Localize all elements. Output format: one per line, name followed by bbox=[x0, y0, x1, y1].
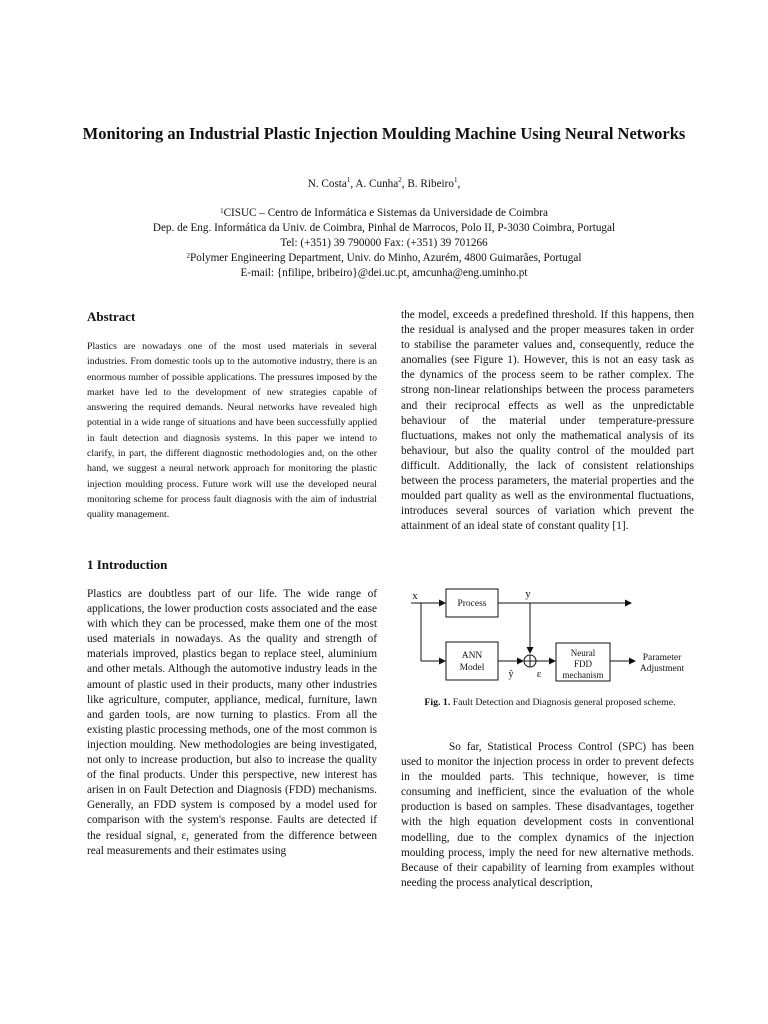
abstract-heading: Abstract bbox=[87, 309, 136, 324]
author-affiliation-mark: 1 bbox=[346, 176, 351, 184]
introduction-heading: 1 Introduction bbox=[87, 557, 168, 572]
abstract-text: Plastics are nowadays one of the most used materials in several industries. From domestic tools up to the automotive industry, there is an enormous number of possible applications. The pressures imposed by the market have led to the development of new strategies capable of answering the required demands. Neural networks have revealed high potential in a wide range of situations and have been successfully applied in fault detection and diagnosis systems. In this paper we intend to clarify, in part, the different diagnostic methodologies and, on the other hand, we suggest a neural network approach for monitoring the plastic injection moulding process. Future work will use the developed neural monitoring scheme for process fault diagnosis with the aim of industrial quality management. bbox=[87, 341, 377, 521]
label-yhat: ŷ bbox=[508, 669, 514, 680]
affiliation-name: CISUC – Centro de Informática e Sistemas da Universidade de Coimbra bbox=[223, 207, 548, 219]
param-label-line2: Adjustment bbox=[639, 664, 685, 674]
affiliation-name: Polymer Engineering Department, Univ. do Minho, Azurém, 4800 Guimarães, Portugal bbox=[190, 252, 582, 264]
fdd-label-line1: Neural bbox=[570, 648, 596, 658]
author-line: N. Costa$^1$, A. Cunha$^2$, B. Ribeiro$^1$, bbox=[307, 176, 461, 190]
ann-label-line2: Model bbox=[459, 663, 485, 673]
process-label: Process bbox=[457, 599, 487, 609]
fdd-label-line3: mechanism bbox=[562, 670, 604, 680]
author-affiliation-mark: 2 bbox=[398, 176, 402, 184]
figure-caption-text: Fault Detection and Diagnosis general proposed scheme. bbox=[452, 697, 676, 708]
ann-label-line1: ANN bbox=[461, 651, 483, 661]
right-column-paragraph-2: So far, Statistical Process Control (SPC) has been used to monitor the injection process in order to prevent defects in the moulded parts. This technique, however, is time consuming and inefficient, since the evaluation of the whole production is based on samples. These disadvantages, together with the high equation development costs in conventional modelling, due to the complex dynamics of the injection moulding process, imply the need for new alternative methods. Because of their capability of learning from examples without needing the process analytical description, bbox=[401, 741, 694, 889]
label-x: x bbox=[412, 590, 418, 602]
author-name: N. Costa bbox=[307, 178, 347, 190]
ann-model-block bbox=[446, 642, 498, 680]
affiliation-2 bbox=[0, 251, 768, 266]
author-name: A. Cunha bbox=[355, 178, 399, 190]
affiliation-1-phone: Tel: (+351) 39 790000 Fax: (+351) 39 701266 bbox=[280, 237, 488, 249]
author-name: B. Ribeiro bbox=[407, 178, 454, 190]
author-affiliation-mark: 1 bbox=[453, 176, 458, 184]
fdd-scheme-diagram bbox=[401, 585, 701, 690]
right-column-paragraph-1: the model, exceeds a predefined threshold. If this happens, then the residual is analysed and the proper measures taken in order to stabilise the parameter values and, consequently, reduce the anomalies (see Figure 1). However, this is not an easy task as the dynamics of the process seem to be rather complex. The strong non-linear relationships between the process parameters and their reciprocal effects as well as the unpredictable behaviour of the material under temperature-pressure fluctuations, makes not only the mathematical analysis of its behaviour, but also the quality control of the moulded part difficult. Additionally, the lack of consistent relationships between the process parameters, the material properties and the moulded part quality as well as the environmental fluctuations, introduces several sources of variation which prevent the attainment of an ideal state of constant quality [1]. bbox=[401, 309, 694, 533]
affiliation-1 bbox=[0, 206, 768, 221]
contact-email: E-mail: {nfilipe, bribeiro}@dei.uc.pt, amcunha@eng.uminho.pt bbox=[240, 267, 528, 279]
figure-label: Fig. 1. bbox=[424, 697, 451, 708]
paper-title: Monitoring an Industrial Plastic Injection Moulding Machine Using Neural Networks bbox=[82, 124, 686, 143]
affiliations bbox=[0, 206, 768, 281]
affiliation-1-address: Dep. de Eng. Informática da Univ. de Coimbra, Pinhal de Marrocos, Polo II, P-3030 Coimbra, Portugal bbox=[152, 222, 616, 234]
introduction-text: Plastics are doubtless part of our life. The wide range of applications, the lower production costs associated and the ease with which they can be processed, make them one of the most used materials in nowadays. As the quality and strength of materials improved, plastics began to replace steel, aluminium and other metals. Although the automotive industry leads in the amount of plastic used in their products, many other industries like agriculture, computer, appliance, medical, furniture, lawn and garden tools, are now turning to plastics. From all the existing plastic processing methods, one of the most common is injection moulding. New methodologies are being investigated, not only to increase production, but also to increase the quality of the final products. Under this perspective, new interest has arisen in on Fault Detection and Diagnosis (FDD) mechanisms. Generally, an FDD system is composed by a model used for comparison with the system's response. Faults are detected if the residual signal, ε, generated from the difference between real measurements and their estimates using bbox=[87, 588, 377, 857]
affiliation-mark: 1 bbox=[220, 207, 224, 215]
param-label-line1: Parameter bbox=[642, 653, 682, 663]
label-epsilon: ε bbox=[536, 668, 542, 680]
label-y: y bbox=[525, 588, 531, 600]
affiliation-mark: 2 bbox=[186, 252, 191, 260]
fdd-label-line2: FDD bbox=[573, 659, 593, 669]
figure-caption bbox=[410, 695, 690, 710]
